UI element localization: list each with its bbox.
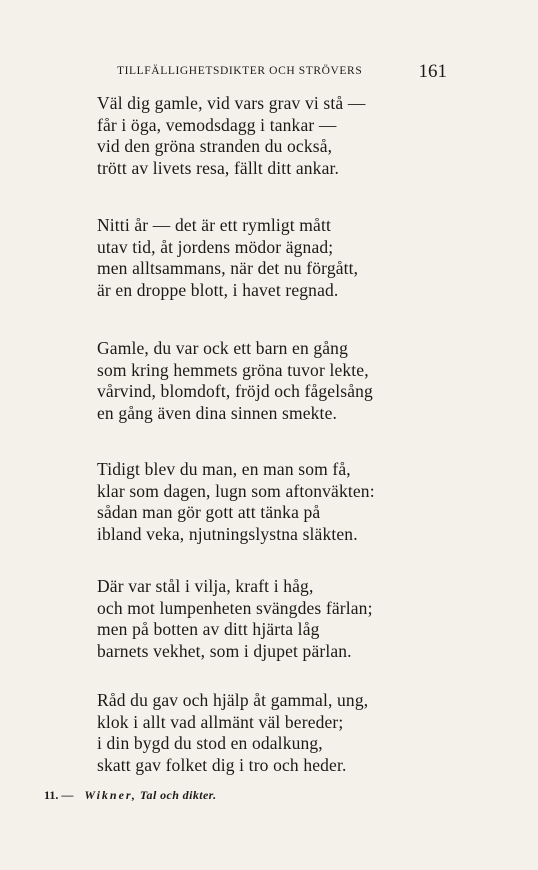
poem-line: sådan man gör gott att tänka på: [97, 502, 321, 522]
poem-line: trött av livets resa, fällt ditt ankar.: [97, 157, 340, 178]
poem-line: Där var stål i vilja, kraft i håg,: [97, 576, 314, 596]
poem-line: Väl dig gamle, vid vars grav vi stå —: [97, 93, 366, 113]
poem-line: Tidigt blev du man, en man som få,: [97, 459, 351, 479]
poem-line: skatt gav folket dig i tro och heder.: [97, 754, 347, 775]
poem-line: vårvind, blomdoft, fröjd och fågelsång: [97, 381, 373, 401]
running-title: TILLFÄLLIGHETSDIKTER OCH STRÖVERS: [117, 65, 363, 77]
page-header: [117, 61, 457, 83]
poem-line: och mot lumpenheten svängdes färlan;: [97, 597, 373, 618]
poem-line: men på botten av ditt hjärta låg: [97, 619, 320, 639]
stanza-3: [97, 338, 417, 424]
poem-line: Råd du gav och hjälp åt gammal, ung,: [97, 690, 369, 710]
poem-line: klok i allt vad allmänt väl bereder;: [97, 711, 344, 732]
stanza-1: [97, 93, 417, 179]
stanza-2: [97, 215, 417, 301]
poem-line: utav tid, åt jordens mödor ägnad;: [97, 236, 334, 257]
poem-line: får i öga, vemodsdagg i tankar —: [97, 114, 337, 135]
poem-line: i din bygd du stod en odalkung,: [97, 733, 323, 753]
poem-line: ibland veka, njutningslystna släkten.: [97, 523, 358, 544]
poem-line: Nitti år — det är ett rymligt mått: [97, 215, 332, 235]
footer-work-title: Tal och dikter.: [139, 788, 217, 802]
poem-line: en gång även dina sinnen smekte.: [97, 402, 338, 423]
poem-line: men alltsammans, när det nu förgått,: [97, 258, 359, 278]
poem-line: är en droppe blott, i havet regnad.: [97, 279, 339, 300]
signature-mark: 11. —: [44, 788, 74, 802]
poem-line: som kring hemmets gröna tuvor lekte,: [97, 359, 369, 380]
poem-line: Gamle, du var ock ett barn en gång: [97, 338, 348, 358]
stanza-6: [97, 690, 417, 776]
poem-line: vid den gröna stranden du också,: [97, 136, 333, 156]
poem-line: klar som dagen, lugn som aftonväkten:: [97, 480, 375, 501]
stanza-5: [97, 576, 417, 662]
poem-line: barnets vekhet, som i djupet pärlan.: [97, 640, 352, 661]
stanza-4: [97, 459, 417, 545]
footer-author: Wikner,: [84, 788, 137, 802]
page-number: 161: [418, 61, 447, 82]
signature-footer: [44, 788, 217, 803]
